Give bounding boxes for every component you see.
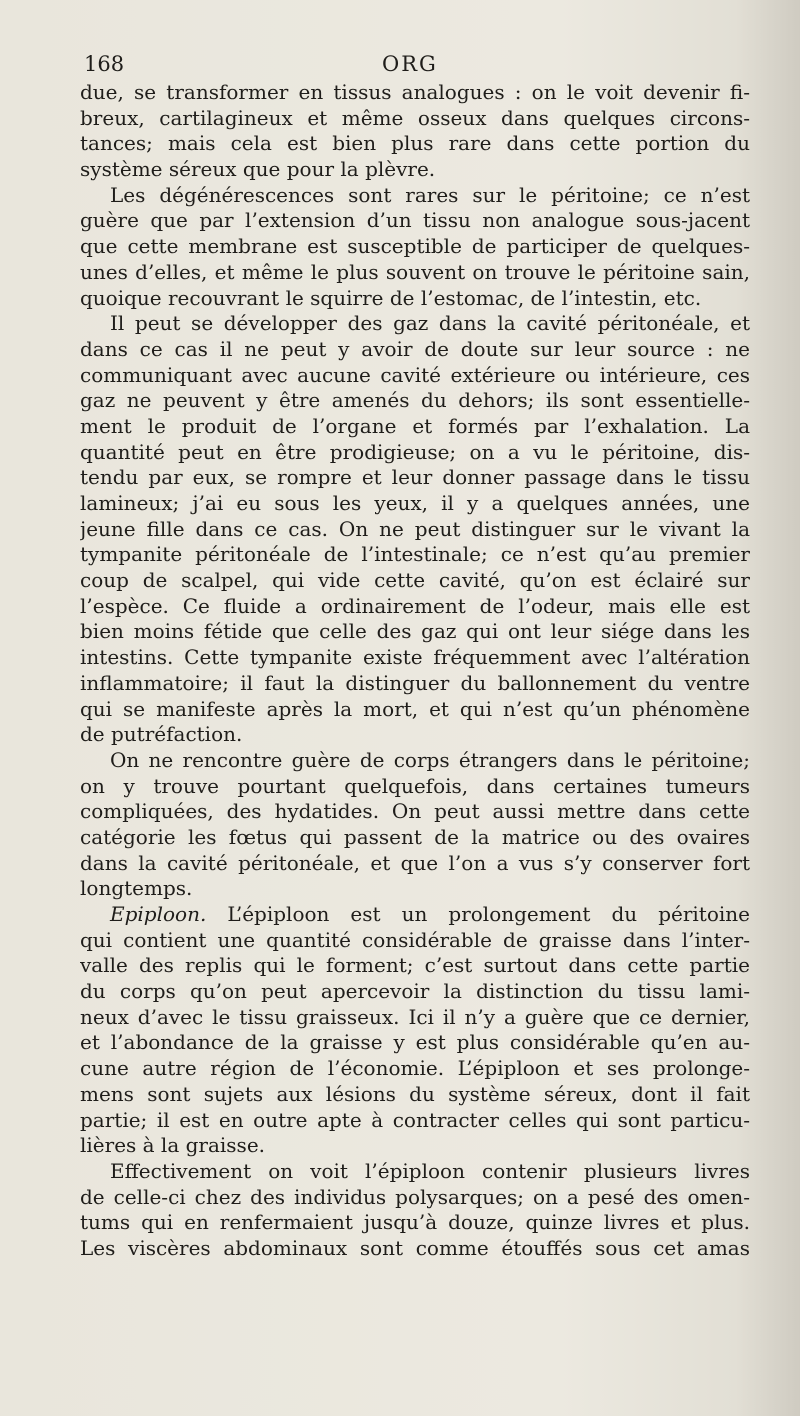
line-text: de putréfaction.: [80, 722, 243, 747]
line-text: Les viscères abdominaux sont comme étouffés sous cet amas: [80, 1235, 750, 1260]
line-text: L’épiploon est un prolongement du péritoine: [227, 902, 750, 926]
line-text: intestins. Cette tympanite existe fréquemment avec l’altération: [80, 645, 750, 670]
line-text: on y trouve pourtant quelquefois, dans certaines tumeurs: [80, 773, 750, 798]
text-line: [80, 1082, 750, 1108]
line-text: tendu par eux, se rompre et leur donner passage dans le tissu: [80, 465, 750, 490]
page-header: [84, 50, 744, 78]
line-text: longtemps.: [80, 876, 193, 901]
text-line: [80, 157, 750, 183]
line-text: jeune fille dans ce cas. On ne peut distinguer sur le vivant la: [80, 516, 750, 541]
text-line: [80, 1185, 750, 1211]
text-line: [80, 902, 750, 928]
line-text: cune autre région de l’économie. L’épiploon et ses prolonge-: [80, 1056, 750, 1081]
line-text: qui se manifeste après la mort, et qui n’est qu’un phénomène: [80, 696, 750, 721]
text-line: [80, 234, 750, 260]
text-line: [80, 928, 750, 954]
line-text: du corps qu’on peut apercevoir la distinction du tissu lami-: [80, 979, 750, 1004]
text-line: [80, 748, 750, 774]
text-line: [80, 1108, 750, 1134]
section-heading: Epiploon.: [110, 902, 207, 926]
line-text: neux d’avec le tissu graisseux. Ici il n’y a guère que ce dernier,: [80, 1004, 750, 1029]
line-text: dans ce cas il ne peut y avoir de doute sur leur source : ne: [80, 336, 750, 361]
line-text: mens sont sujets aux lésions du système séreux, dont il fait: [80, 1081, 750, 1106]
text-line: [80, 491, 750, 517]
line-text: l’espèce. Ce fluide a ordinairement de l’odeur, mais elle est: [80, 593, 750, 618]
text-line: [80, 851, 750, 877]
line-text: quoique recouvrant le squirre de l’estomac, de l’intestin, etc.: [80, 285, 702, 310]
text-line: [80, 594, 750, 620]
text-line: [80, 722, 750, 748]
line-text: de celle-ci chez des individus polysarques; on a pesé des omen-: [80, 1184, 750, 1209]
line-text: dans la cavité péritonéale, et que l’on a vus s’y conserver fort: [80, 850, 750, 875]
line-text: bien moins fétide que celle des gaz qui ont leur siége dans les: [80, 619, 750, 644]
line-text: tances; mais cela est bien plus rare dans cette portion du: [80, 131, 750, 156]
text-line: [80, 1030, 750, 1056]
line-text: Effectivement on voit l’épiploon contenir plusieurs livres: [110, 1158, 750, 1183]
text-line: [80, 311, 750, 337]
text-line: [80, 876, 750, 902]
text-line: [80, 1005, 750, 1031]
text-line: [80, 774, 750, 800]
line-text: inflammatoire; il faut la distinguer du ballonnement du ventre: [80, 670, 750, 695]
line-text: guère que par l’extension d’un tissu non analogue sous-jacent: [80, 208, 750, 233]
text-line: [80, 106, 750, 132]
text-line: [80, 953, 750, 979]
text-line: [80, 131, 750, 157]
text-line: [80, 542, 750, 568]
text-line: [80, 388, 750, 414]
line-text: On ne rencontre guère de corps étrangers dans le péritoine;: [110, 747, 750, 772]
text-line: [80, 1210, 750, 1236]
line-text: valle des replis qui le forment; c’est surtout dans cette partie: [80, 953, 750, 978]
text-line: [80, 619, 750, 645]
text-line: [80, 208, 750, 234]
text-line: [80, 1236, 750, 1262]
line-text: lières à la graisse.: [80, 1133, 266, 1158]
line-text: Les dégénérescences sont rares sur le péritoine; ce n’est: [110, 182, 750, 207]
text-line: [80, 414, 750, 440]
text-line: [80, 979, 750, 1005]
text-line: [80, 568, 750, 594]
text-line: [80, 799, 750, 825]
text-line: [80, 517, 750, 543]
line-text: tympanite péritonéale de l’intestinale; ce n’est qu’au premier: [80, 542, 750, 567]
line-text: et l’abondance de la graisse y est plus considérable qu’en au-: [80, 1030, 750, 1055]
text-line: [80, 645, 750, 671]
line-text: catégorie les fœtus qui passent de la matrice ou des ovaires: [80, 824, 750, 849]
line-text: compliquées, des hydatides. On peut aussi mettre dans cette: [80, 799, 750, 824]
line-text: unes d’elles, et même le plus souvent on trouve le péritoine sain,: [80, 259, 750, 284]
line-text: lamineux; j’ai eu sous les yeux, il y a quelques années, une: [80, 491, 750, 515]
line-text: Il peut se développer des gaz dans la cavité péritonéale, et: [110, 311, 750, 336]
text-line: [80, 1159, 750, 1185]
line-text: due, se transformer en tissus analogues : on le voit devenir fi-: [80, 80, 750, 104]
text-line: [80, 1056, 750, 1082]
text-line: [80, 697, 750, 723]
text-line: [80, 1133, 750, 1159]
page-number: 168: [84, 52, 125, 76]
line-text: ment le produit de l’organe et formés par l’exhalation. La: [80, 413, 750, 438]
line-text: communiquant avec aucune cavité extérieure ou intérieure, ces: [80, 362, 750, 387]
text-line: [80, 825, 750, 851]
text-line: [80, 260, 750, 286]
text-line: [80, 465, 750, 491]
text-line: [80, 337, 750, 363]
text-line: [80, 183, 750, 209]
text-line: [80, 671, 750, 697]
line-text: qui contient une quantité considérable de graisse dans l’inter-: [80, 927, 750, 952]
body-text: [80, 80, 750, 1262]
line-text: tums qui en renfermaient jusqu’à douze, quinze livres et plus.: [80, 1210, 750, 1235]
running-head: ORG: [382, 52, 438, 76]
line-text: gaz ne peuvent y être amenés du dehors; ils sont essentielle-: [80, 388, 750, 413]
line-text: breux, cartilagineux et même osseux dans quelques circons-: [80, 105, 750, 130]
line-text: partie; il est en outre apte à contracter celles qui sont particu-: [80, 1107, 750, 1132]
text-line: [80, 286, 750, 312]
line-text: coup de scalpel, qui vide cette cavité, qu’on est éclairé sur: [80, 568, 750, 593]
text-line: [80, 363, 750, 389]
line-text: système séreux que pour la plèvre.: [80, 157, 436, 182]
line-text: quantité peut en être prodigieuse; on a vu le péritoine, dis-: [80, 439, 750, 464]
line-text: que cette membrane est susceptible de participer de quelques-: [80, 234, 750, 259]
text-line: [80, 440, 750, 466]
text-line: [80, 80, 750, 106]
